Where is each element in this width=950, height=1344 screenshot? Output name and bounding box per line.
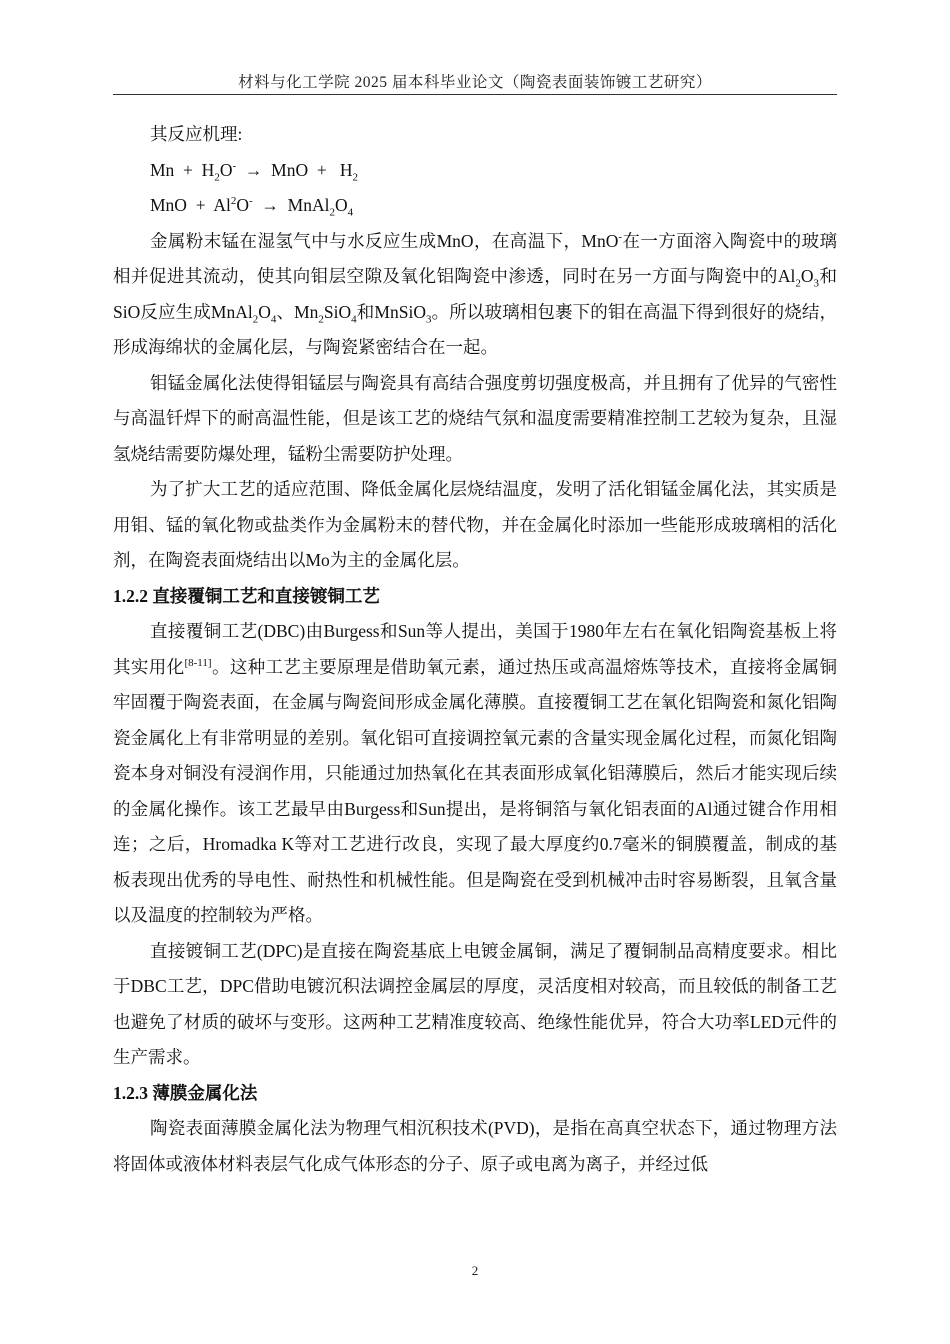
eq2-part-a: MnO + Al [150,195,231,215]
equation-2 [113,188,837,224]
eq2-sup-a: 2 [230,195,237,208]
eq1-part-a: Mn + H [150,159,215,180]
citation-8-11: [8-11] [184,656,212,669]
eq2-part-c: → MnAl [252,195,330,215]
para1-sub-1: 2 [795,277,801,290]
eq1-sub-c: 2 [352,171,358,183]
para1-text-4: 和SiO反应生成MnAl [113,266,838,322]
para1-sub-6: 4 [351,313,357,325]
eq2-part-d: O [334,195,348,215]
eq1-sub-a: 2 [214,171,220,183]
eq1-sup-b: - [232,159,237,172]
paragraph-reaction-description [113,224,837,366]
page-number: 2 [471,1263,479,1278]
para4-text-2: 。这种工艺主要原理是借助氧元素，通过热压或高温熔炼等技术，直接将金属铜牢固覆于陶瓷表面，在金属与陶瓷间形成金属化薄膜。直接覆铜工艺在氧化铝陶瓷和氮化铝陶瓷金属化上有非常明显的差别。氧化铝可直接调控氧元素的含量实现金属化过程，而氮化铝陶瓷本身对铜没有浸润作用，只能通过加热氧化在其表面形成氧化铝薄膜后，然后才能实现后续的金属化操作。该工艺最早由Burgess和Sun提出，是将铜箔与氧化铝表面的Al通过键合作用相连；之后，Hromadka K等对工艺进行改良，实现了最大厚度约0.7毫米的铜膜覆盖，制成的基板表现出优秀的导电性、耐热性和机械性能。但是陶瓷在受到机械冲击时容易断裂，且氧含量以及温度的控制较为严格。 [113,656,838,925]
para1-text-7: SiO [323,301,352,322]
eq2-sub-d: 4 [347,206,354,219]
para1-sub-7: 3 [425,313,432,325]
para1-text-3: O [800,266,814,286]
equation-1 [113,153,837,189]
para1-text-5: O [258,301,271,322]
para4-text-1: 直接覆铜工艺(DBC)由Burgess和Sun等人提出，美国于1980年左右在氧化铝陶瓷基板上将其实用化 [113,621,837,677]
eq2-sup-b: - [249,195,253,208]
para1-sub-4: 4 [270,313,277,325]
para1-sub-5: 2 [318,313,324,325]
paragraph-dpc: 直接镀铜工艺(DPC)是直接在陶瓷基底上电镀金属铜，满足了覆铜制品高精度要求。相比于DBC工艺，DPC借助电镀沉积法调控金属层的厚度，灵活度相对较高，而且较低的制备工艺也避免了材质的破坏与变形。这两种工艺精准度较高、绝缘性能优异，符合大功率LED元件的生产需求。 [113,940,837,1067]
para1-sub-3: 2 [252,313,259,325]
eq1-part-c: → MnO + H [236,159,353,180]
section-heading-1-2-3: 1.2.3 薄膜金属化法 [113,1082,258,1103]
para1-text-8: 和MnSiO [356,301,426,322]
page-body [113,117,837,1182]
paragraph-dbc [113,614,837,934]
para1-sub-2: 3 [813,277,820,290]
paragraph-mo-mn-properties: 钼锰金属化法使得钼锰层与陶瓷具有高结合强度剪切强度极高，并且拥有了优异的气密性与高温钎焊下的耐高温性能，但是该工艺的烧结气氛和温度需要精准控制工艺较为复杂，且湿氢烧结需要防爆处理，锰粉尘需要防护处理。 [113,372,837,464]
paragraph-activated-mo-mn: 为了扩大工艺的适应范围、降低金属化层烧结温度，发明了活化钼锰金属化法，其实质是用钼、锰的氧化物或盐类作为金属粉末的替代物，并在金属化时添加一些能形成玻璃相的活化剂，在陶瓷表面烧结出以Mo为主的金属化层。 [113,479,837,570]
para1-text-9: 。所以玻璃相包裹下的钼在高温下得到很好的烧结，形成海绵状的金属化层，与陶瓷紧密结合在一起。 [113,301,837,357]
eq1-part-b: O [219,159,233,180]
para1-sup-1: - [618,230,623,243]
section-heading-1-2-2: 1.2.2 直接覆铜工艺和直接镀铜工艺 [113,585,380,606]
header-rule [113,94,837,95]
paragraph-thin-film: 陶瓷表面薄膜金属化法为物理气相沉积技术(PVD)，是指在高真空状态下，通过物理方法将固体或液体材料表层气化成气体形态的分子、原子或电离为离子，并经过低 [113,1118,837,1174]
eq2-part-b: O [236,195,249,215]
running-header: 材料与化工学院 2025 届本科毕业论文（陶瓷表面装饰镀工艺研究） [238,74,712,91]
eq2-sub-c: 2 [329,206,335,219]
para1-text-6: 、Mn [276,301,319,322]
para1-text-2: 在一方面溶入陶瓷中的玻璃相并促进其流动，使其向钼层空隙及氧化铝陶瓷中渗透，同时在另一方面与陶瓷中的Al [113,230,837,286]
mechanism-label: 其反应机理: [150,124,243,144]
para1-text-1: 金属粉末锰在湿氢气中与水反应生成MnO，在高温下，MnO [150,230,619,251]
